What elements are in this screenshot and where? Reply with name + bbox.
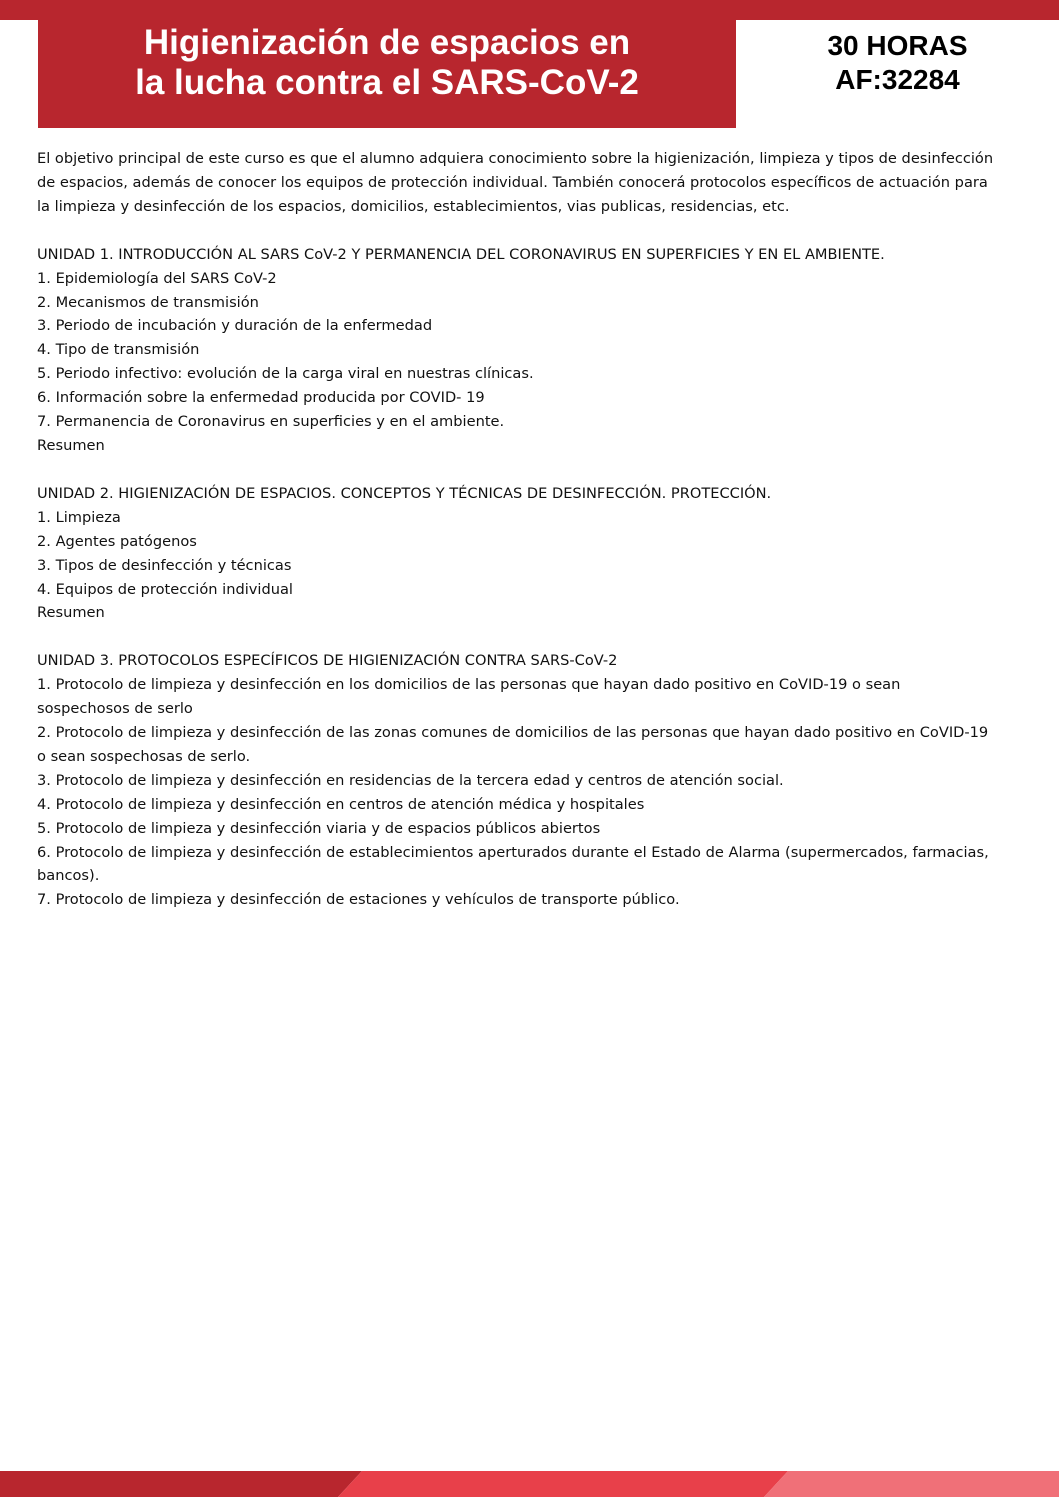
list-item: 6. Protocolo de limpieza y desinfección de establecimientos aperturados durante el Estado de Alarma (supermercados, farmacias, bancos). xyxy=(37,843,989,885)
list-item: 1. Protocolo de limpieza y desinfección en los domicilios de las personas que hayan dado positivo en CoVID-19 o sean sospechosos de serlo xyxy=(37,676,901,718)
list-item: 3. Periodo de incubación y duración de la enfermedad xyxy=(37,317,433,335)
list-item: 7. Permanencia de Coronavirus en superficies y en el ambiente. xyxy=(37,413,505,431)
course-hours: 30 HORAS xyxy=(827,30,968,61)
unit-title: UNIDAD 2. HIGIENIZACIÓN DE ESPACIOS. CONCEPTOS Y TÉCNICAS DE DESINFECCIÓN. PROTECCIÓN. xyxy=(37,484,772,502)
spacer xyxy=(37,625,997,649)
list-item: 4. Equipos de protección individual xyxy=(37,580,293,598)
course-content xyxy=(37,147,997,912)
list-item: 4. Tipo de transmisión xyxy=(37,341,200,359)
list-item: 6. Información sobre la enfermedad producida por COVID- 19 xyxy=(37,389,485,407)
list-item: 4. Protocolo de limpieza y desinfección en centros de atención médica y hospitales xyxy=(37,795,645,813)
list-item: 1. Epidemiología del SARS CoV-2 xyxy=(37,269,277,287)
list-item: 7. Protocolo de limpieza y desinfección de estaciones y vehículos de transporte público. xyxy=(37,891,680,909)
intro-paragraph: El objetivo principal de este curso es que el alumno adquiera conocimiento sobre la higienización, limpieza y tipos de desinfección de espacios, además de conocer los equipos de protección individual. También conocerá protocolos específicos de actuación para la limpieza y desinfección de los espacios, domicilios, establecimientos, vias publicas, residencias, etc. xyxy=(37,150,994,215)
unit-3 xyxy=(37,649,997,912)
footer-decorative-bar xyxy=(0,1471,1059,1497)
spacer xyxy=(37,219,997,243)
list-item: 1. Limpieza xyxy=(37,508,121,526)
list-item: 2. Agentes patógenos xyxy=(37,532,197,550)
footer-stripes xyxy=(0,1471,1059,1497)
course-info-box xyxy=(736,20,1059,128)
footer-stripe-mid xyxy=(338,1471,788,1497)
course-af-code: AF:32284 xyxy=(835,64,960,95)
unit-summary: Resumen xyxy=(37,604,105,622)
unit-2 xyxy=(37,482,997,625)
list-item: 3. Tipos de desinfección y técnicas xyxy=(37,556,292,574)
footer-stripe-light xyxy=(764,1471,1059,1497)
list-item: 2. Protocolo de limpieza y desinfección de las zonas comunes de domicilios de las personas que hayan dado positivo en CoVID-19 o sean sospechosas de serlo. xyxy=(37,724,989,765)
course-title-banner xyxy=(38,0,736,128)
unit-title: UNIDAD 3. PROTOCOLOS ESPECÍFICOS DE HIGIENIZACIÓN CONTRA SARS-CoV-2 xyxy=(37,652,618,670)
list-item: 5. Periodo infectivo: evolución de la carga viral en nuestras clínicas. xyxy=(37,365,534,383)
list-item: 2. Mecanismos de transmisión xyxy=(37,293,259,311)
list-item: 3. Protocolo de limpieza y desinfección en residencias de la tercera edad y centros de atención social. xyxy=(37,771,784,789)
footer-stripe-dark xyxy=(0,1471,362,1497)
unit-summary: Resumen xyxy=(37,436,105,454)
unit-title: UNIDAD 1. INTRODUCCIÓN AL SARS CoV-2 Y PERMANENCIA DEL CORONAVIRUS EN SUPERFICIES Y EN EL AMBIENTE. xyxy=(37,245,885,263)
list-item: 5. Protocolo de limpieza y desinfección viaria y de espacios públicos abiertos xyxy=(37,819,601,837)
course-title-line-1: Higienización de espacios en xyxy=(143,23,631,62)
course-title-line-2: la lucha contra el SARS-CoV-2 xyxy=(135,63,639,102)
spacer xyxy=(37,458,997,482)
unit-1 xyxy=(37,243,997,458)
